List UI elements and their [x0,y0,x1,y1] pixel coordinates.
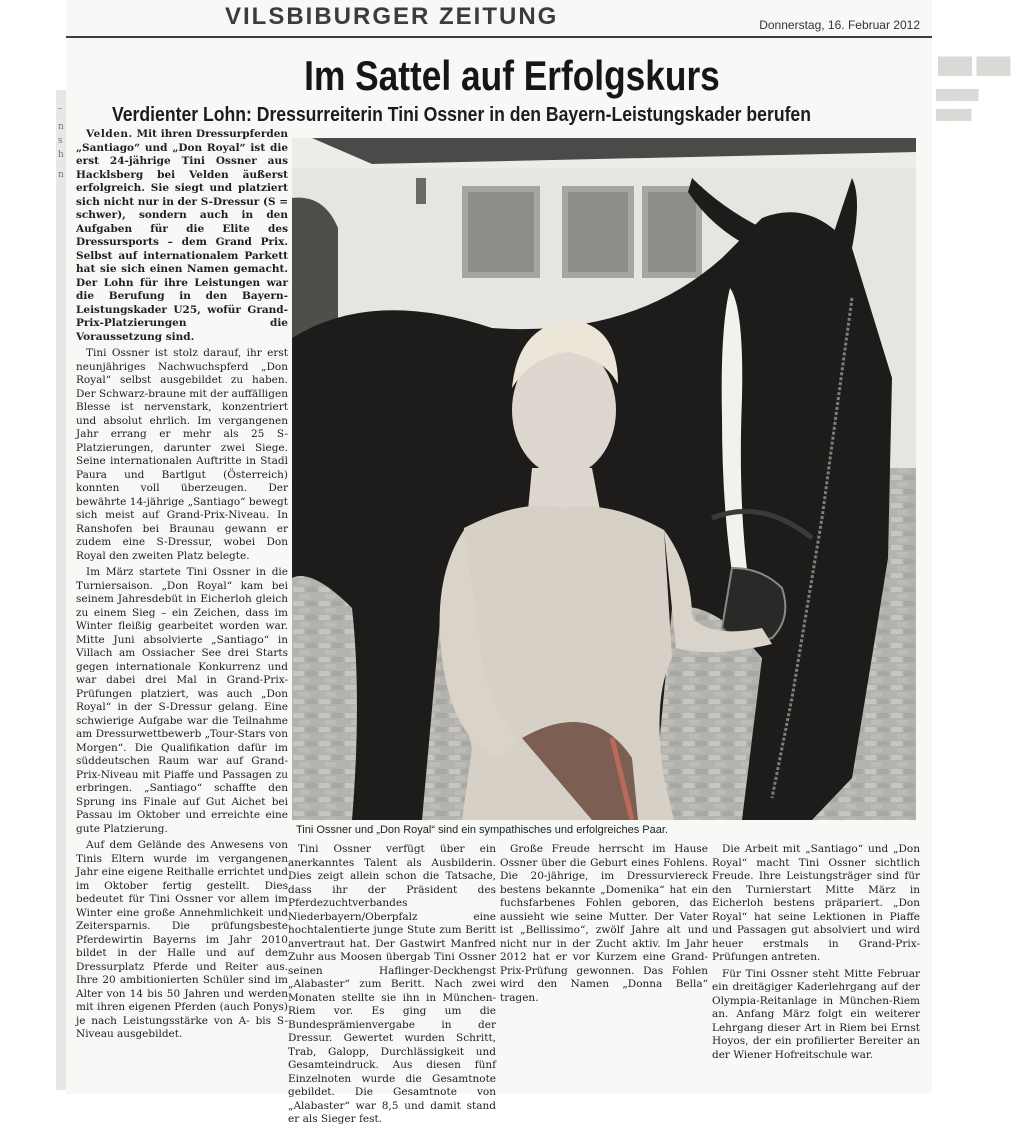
masthead-rule [66,36,932,38]
body-paragraph: Für Tini Ossner steht Mitte Februar ein dreitägiger Kaderlehrgang auf der Olympia-Reitanlage in München-Riem an. Anfang März folgt ein weiterer Lehrgang dieser Art in Riem bei Ernst Hoyos, der ein profilierter Bereiter an der Wiener Hofreitschule war. [712,967,920,1061]
article-subheadline: Verdienter Lohn: Dressurreiterin Tini Ossner in den Bayern-Leistungskader berufen [112,104,811,126]
article-column-4 [712,843,920,1062]
adjacent-page-fragment: – [58,104,63,114]
adjacent-page-fragment: n [58,170,64,180]
body-paragraph: Tini Ossner ist stolz darauf, ihr erst neunjähriges Nachwuchspferd „Don Royal“ selbst ausgebildet zu haben. Der Schwarz-braune mit der auffälligen Blesse ist nervenstark, konzentriert und absolut ehrlich. Im vergangenen Jahr errang er mehr als 25 S-Platzierungen, darunter zwei Siege. Seine internationalen Auftritte in Stadl Paura und Bartlgut (Österreich) konnten voll überzeugen. Der bewährte 14-jährige „Santiago“ bewegt sich meist auf Grand-Prix-Niveau. In Ranshofen bei Braunau gewann er zudem eine S-Dressur, wobei Don Royal den zweiten Platz belegte. [76,347,288,562]
body-paragraph: Im März startete Tini Ossner in die Turniersaison. „Don Royal“ kam bei seinem Jahresdebüt in Eicherloh gleich zu einem Sieg – ein Zeichen, dass im Winter fleißig gearbeitet worden war. Mitte Juni absolvierte „Santiago“ in Villach am Ossiacher See drei Starts gegen internationale Konkurrenz und war dabei drei Mal in Grand-Prix-Prüfungen platziert, was auch „Don Royal“ in der S-Dressur gelang. Eine schwierige Aufgabe war die Teilnahme am Dressurwettbewerb „Tour-Stars von Morgen“. Die Qualifikation dafür im süddeutschen Raum war auf Grand-Prix-Niveau mit Piaffe und Passagen zu erbringen. „Santiago“ schaffte den Sprung ins Finale auf Gut Aichet bei Passau im Oktober und erreichte eine gute Platzierung. [76,566,288,835]
photo-horse-and-rider [292,138,916,820]
body-paragraph: Die Arbeit mit „Santiago“ und „Don Royal“ macht Tini Ossner sichtlich Freude. Ihre Leistungsträger sind für den Turnierstart Mitte März in Eicherloh bestens präpariert. „Don Royal“ hat seine Lektionen in Piaffe und Passagen gut absolviert und wird heuer erstmals in Grand-Prix-Prüfungen antreten. [712,843,920,963]
article-column-3 [500,843,708,1005]
body-paragraph: Große Freude herrscht im Hause Ossner über die Geburt eines Fohlens. Die 20-jährige, im Dressurviereck bestens bekannte „Domenika“ hat ein fuchsfarbenes Fohlen geboren, das aussieht wie seine Mutter. Der Vater ist „Bellissimo“, zwölf Jahre alt und nicht nur in der Zucht aktiv. Im Jahr 2012 hat er vor Kurzem eine Grand-Prix-Prüfung gewonnen. Das Fohlen wird den Namen „Donna Bella“ tragen. [500,843,708,1004]
article-headline: Im Sattel auf Erfolgskurs [304,52,720,99]
article-photo [292,138,916,820]
masthead: VILSBIBURGER ZEITUNG [225,3,559,30]
photo-caption: Tini Ossner und „Don Royal“ sind ein sympathisches und erfolgreiches Paar. [296,824,668,836]
publication-date: Donnerstag, 16. Februar 2012 [759,18,920,32]
body-paragraph: Auf dem Gelände des Anwesens von Tinis Eltern wurde im vergangenen Jahr eine eigene Reithalle errichtet und im Oktober fertig gestellt. Dies bedeutet für Tini Ossner vor allem im Winter eine große Annehmlichkeit und Zeitersparnis. Die prüfungsbeste Pferdewirtin Bayerns im Jahr 2010 bildet in der Halle und auf dem Dressurplatz Pferde und Reiter aus. Ihre 20 ambitionierten Schüler sind im Alter von 14 bis 50 Jahren und werden mit ihren eigenen Pferden (auch Ponys) je nach Leistungsstärke von A- bis S-Niveau ausgebildet. [76,839,288,1040]
lead-paragraph [76,128,288,344]
body-paragraph: Tini Ossner verfügt über ein anerkanntes Talent als Ausbilderin. Dies zeigt allein schon die Tatsache, dass ihr der Präsident des Pferdezuchtverbandes Niederbayern/Oberpfalz eine hochtalentierte junge Stute zum Beritt anvertraut hat. Der Gastwirt Manfred Zuhr aus Moosen übergab Tini Ossner seinen Haflinger-Deckhengst „Alabaster“ zum Beritt. Nach zwei Monaten stellte sie ihn in München-Riem vor. Es ging um die Bundesprämienvergabe in der Dressur. Gewertet wurden Schritt, Trab, Galopp, Durchlässigkeit und Gesamteindruck. Aus diesen fünf Einzelnoten wurde die Gesamtnote gebildet. Die Gesamtnote von „Alabaster“ war 8,5 und damit stand er als Sieger fest. [288,843,496,1125]
lead-text: Mit ihren Dressurpferden „Santiago“ und „Don Royal“ ist die erst 24-jährige Tini Ossner aus Hacklsberg bei Velden äußerst erfolgreich. Sie siegt und platziert sich nicht nur in der S-Dressur (S = schwer), sondern auch in den Aufgaben für die Elite des Dressursports – dem Grand Prix. Selbst auf internationalem Parkett hat sie sich einen Namen gemacht. Der Lohn für ihre Leistungen war die Berufung in den Bayern-Leistungskader U25, wofür Grand-Prix-Platzierungen die Voraussetzung sind. [76,128,289,343]
article-column-2 [288,843,496,1127]
article-column-1 [76,128,288,1042]
dateline: Velden. [86,128,133,140]
adjacent-page-fragment: h [58,150,64,160]
adjacent-page-right: ███ ███ ██████ █████ [932,0,1024,1094]
adjacent-page-fragment: n [58,122,64,132]
adjacent-page-edge [56,90,66,1090]
adjacent-page-fragment: s [58,136,63,146]
